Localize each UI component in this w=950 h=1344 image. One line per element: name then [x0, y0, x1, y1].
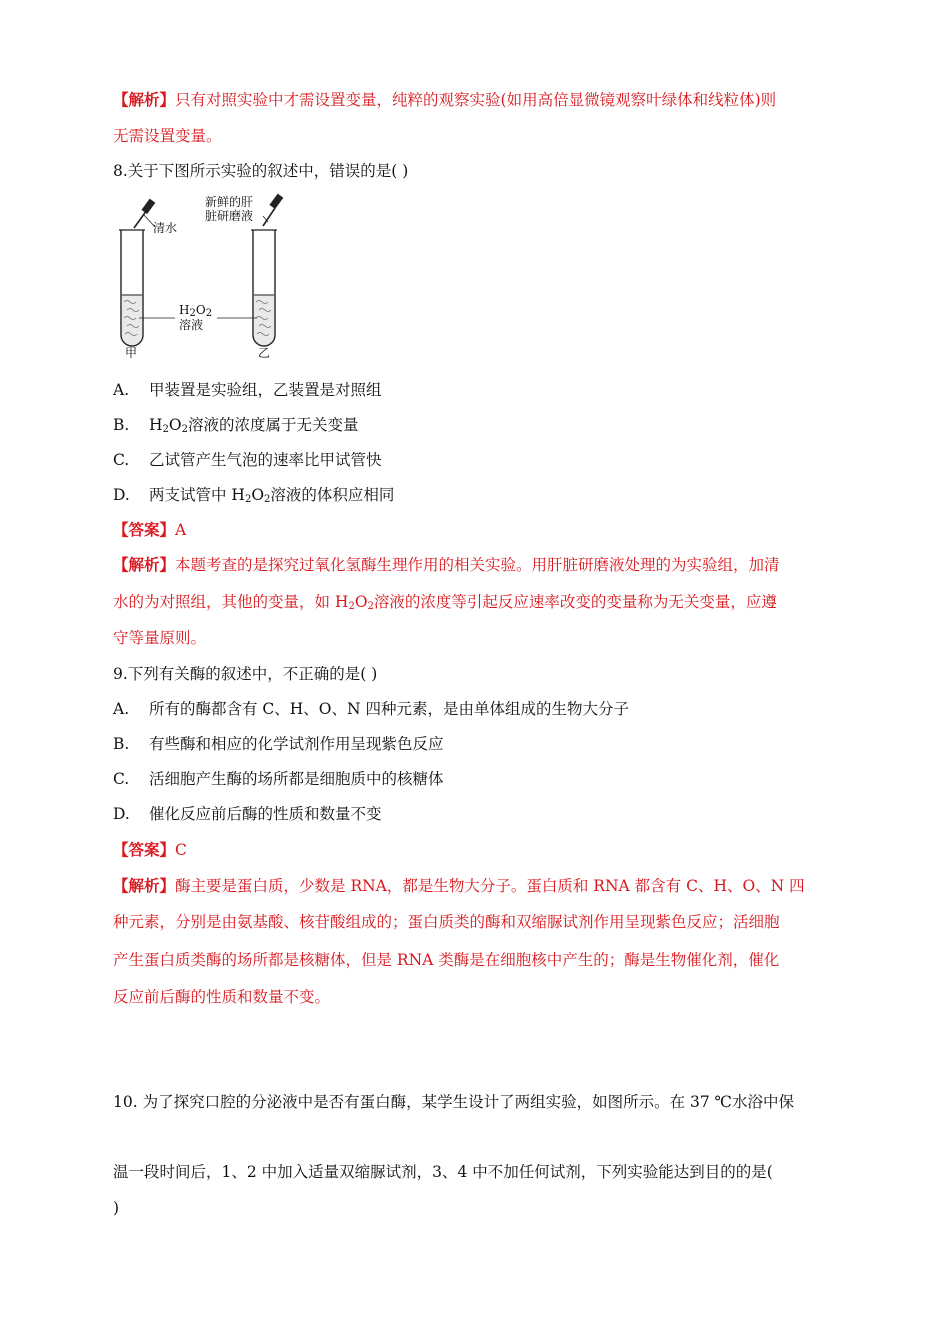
label-jia: 甲	[125, 346, 138, 360]
q9-analysis-line-4: 反应前后酶的性质和数量不变。	[113, 988, 331, 1006]
q8-analysis-line-1: 【解析】本题考查的是探究过氧化氢酶生理作用的相关实验。用肝脏研磨液处理的为实验组，加清	[113, 555, 780, 574]
label-water: 清水	[153, 221, 178, 235]
q9-answer: 【答案】C	[113, 840, 187, 859]
q8-option-b: B. $H_2O_2$溶液的浓度属于无关变量	[113, 416, 359, 435]
q8-option-c: C. 乙试管产生气泡的速率比甲试管快	[113, 451, 382, 469]
q8-option-a: A. 甲装置是实验组，乙装置是对照组	[113, 381, 382, 399]
analysis-tag: 【解析】	[113, 90, 176, 109]
q9-analysis-line-1: 【解析】酶主要是蛋白质，少数是 RNA，都是生物大分子。蛋白质和 RNA 都含有 C、H、O、N 四	[113, 876, 805, 895]
q8-option-d: D. 两支试管中 $H_2O_2$溶液的体积应相同	[113, 486, 395, 505]
q10-line-2: 温一段时间后，1、2 中加入适量双缩脲试剂，3、4 中不加任何试剂，下列实验能达到目的的是(	[113, 1163, 773, 1181]
q10-line-3: )	[113, 1199, 120, 1217]
q9-stem: 9.下列有关酶的叙述中，不正确的是( )	[113, 665, 378, 683]
test-tube-figure	[113, 190, 313, 362]
q8-answer: 【答案】A	[113, 520, 187, 539]
q9-analysis-line-2: 种元素，分别是由氨基酸、核苷酸组成的；蛋白质类的酶和双缩脲试剂作用呈现紫色反应；活细胞	[113, 913, 780, 931]
label-liver-1: 新鲜的肝	[205, 195, 254, 209]
q9-analysis-line-3: 产生蛋白质类酶的场所都是核糖体，但是 RNA 类酶是在细胞核中产生的；酶是生物催化剂，催化	[113, 951, 780, 969]
q9-option-c: C. 活细胞产生酶的场所都是细胞质中的核糖体	[113, 770, 444, 788]
q9-option-a: A. 所有的酶都含有 C、H、O、N 四种元素，是由单体组成的生物大分子	[113, 700, 630, 718]
q8-stem: 8.关于下图所示实验的叙述中，错误的是( )	[113, 162, 409, 180]
prev-analysis-line-2: 无需设置变量。	[113, 127, 222, 145]
prev-analysis-line-1: 【解析】只有对照实验中才需设置变量，纯粹的观察实验(如用高倍显微镜观察叶绿体和线粒体)则	[113, 90, 777, 109]
tube-jia	[119, 230, 145, 346]
tube-yi	[251, 230, 277, 346]
q10-line-1: 10. 为了探究口腔的分泌液中是否有蛋白酶，某学生设计了两组实验，如图所示。在 37 ℃水浴中保	[113, 1093, 794, 1111]
q9-option-d: D. 催化反应前后酶的性质和数量不变	[113, 805, 382, 823]
label-yi: 乙	[258, 346, 271, 360]
q8-analysis-line-3: 守等量原则。	[113, 629, 207, 647]
dropper-yi	[263, 194, 283, 226]
q8-analysis-line-2: 水的为对照组，其他的变量，如 $H_2O_2$溶液的浓度等引起反应速率改变的变量称为无关变量，应遵	[113, 593, 777, 612]
label-liver-2: 脏研磨液	[205, 209, 254, 223]
label-h2o2: $H_2O_2$	[179, 303, 213, 319]
label-solution: 溶液	[179, 318, 204, 332]
q9-option-b: B. 有些酶和相应的化学试剂作用呈现紫色反应	[113, 735, 444, 753]
